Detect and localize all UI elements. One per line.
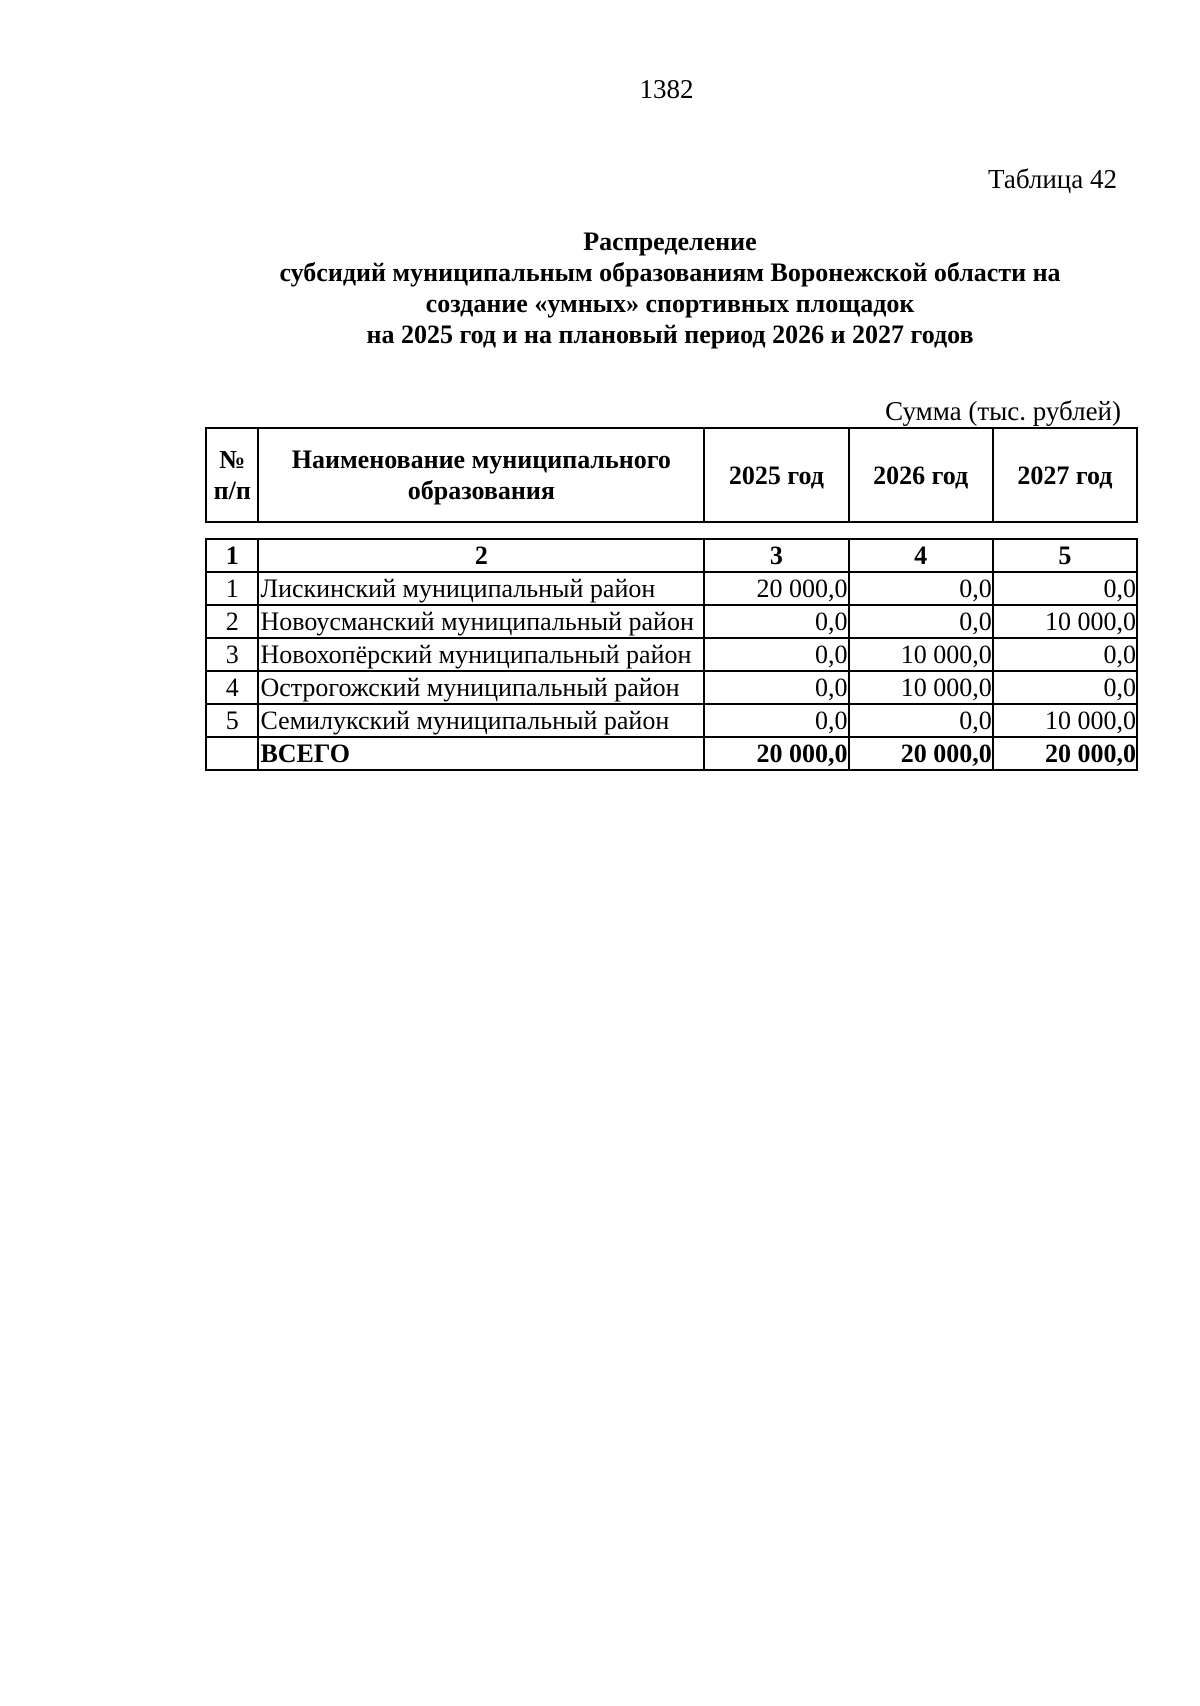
row-num: 1 — [206, 572, 258, 605]
row-name: Новохопёрский муниципальный район — [258, 638, 704, 671]
row-2026: 10 000,0 — [849, 671, 993, 704]
table-row — [206, 638, 1137, 671]
row-name: Острогожский муниципальный район — [258, 671, 704, 704]
header-num-line: п/п — [213, 476, 251, 505]
row-2026: 0,0 — [849, 605, 993, 638]
row-2025: 0,0 — [704, 671, 848, 704]
total-2026: 20 000,0 — [849, 737, 993, 770]
column-number: 2 — [258, 539, 704, 572]
column-number: 1 — [206, 539, 258, 572]
column-number: 5 — [993, 539, 1137, 572]
total-2027: 20 000,0 — [993, 737, 1137, 770]
column-numbers-row — [206, 539, 1137, 572]
table-row — [206, 671, 1137, 704]
row-2026: 10 000,0 — [849, 638, 993, 671]
table-label: Таблица 42 — [988, 164, 1117, 194]
row-num: 5 — [206, 704, 258, 737]
header-2025: 2025 год — [704, 428, 848, 522]
row-2027: 10 000,0 — [993, 605, 1137, 638]
total-row — [206, 737, 1137, 770]
table-row — [206, 704, 1137, 737]
row-2026: 0,0 — [849, 572, 993, 605]
data-table — [205, 538, 1138, 771]
row-2026: 0,0 — [849, 704, 993, 737]
row-2027: 0,0 — [993, 671, 1137, 704]
header-2027: 2027 год — [993, 428, 1137, 522]
row-num: 2 — [206, 605, 258, 638]
total-2025: 20 000,0 — [704, 737, 848, 770]
header-num-line: № — [219, 445, 246, 474]
row-2027: 10 000,0 — [993, 704, 1137, 737]
page-number: 1382 — [639, 74, 694, 104]
row-num: 3 — [206, 638, 258, 671]
title-line: на 2025 год и на плановый период 2026 и 2027 годов — [366, 320, 974, 349]
title-line: субсидий муниципальным образованиям Воронежской области на — [279, 258, 1061, 287]
units-label: Сумма (тыс. рублей) — [885, 396, 1121, 426]
row-name: Семилукский муниципальный район — [258, 704, 704, 737]
table-row — [206, 605, 1137, 638]
row-2027: 0,0 — [993, 572, 1137, 605]
column-number: 3 — [704, 539, 848, 572]
table-header — [205, 427, 1138, 523]
table-row — [206, 572, 1137, 605]
title-line: создание «умных» спортивных площадок — [425, 289, 915, 318]
row-name: Новоусманский муниципальный район — [258, 605, 704, 638]
row-name: Лискинский муниципальный район — [258, 572, 704, 605]
title-line: Распределение — [583, 227, 757, 256]
row-2025: 0,0 — [704, 638, 848, 671]
total-label: ВСЕГО — [258, 737, 704, 770]
document-title — [190, 226, 1150, 350]
row-2027: 0,0 — [993, 638, 1137, 671]
row-2025: 20 000,0 — [704, 572, 848, 605]
column-number: 4 — [849, 539, 993, 572]
header-2026: 2026 год — [849, 428, 993, 522]
row-num: 4 — [206, 671, 258, 704]
row-2025: 0,0 — [704, 704, 848, 737]
header-name: Наименование муниципального образования — [258, 428, 704, 522]
total-num-empty — [206, 737, 258, 770]
row-2025: 0,0 — [704, 605, 848, 638]
header-num — [206, 428, 258, 522]
